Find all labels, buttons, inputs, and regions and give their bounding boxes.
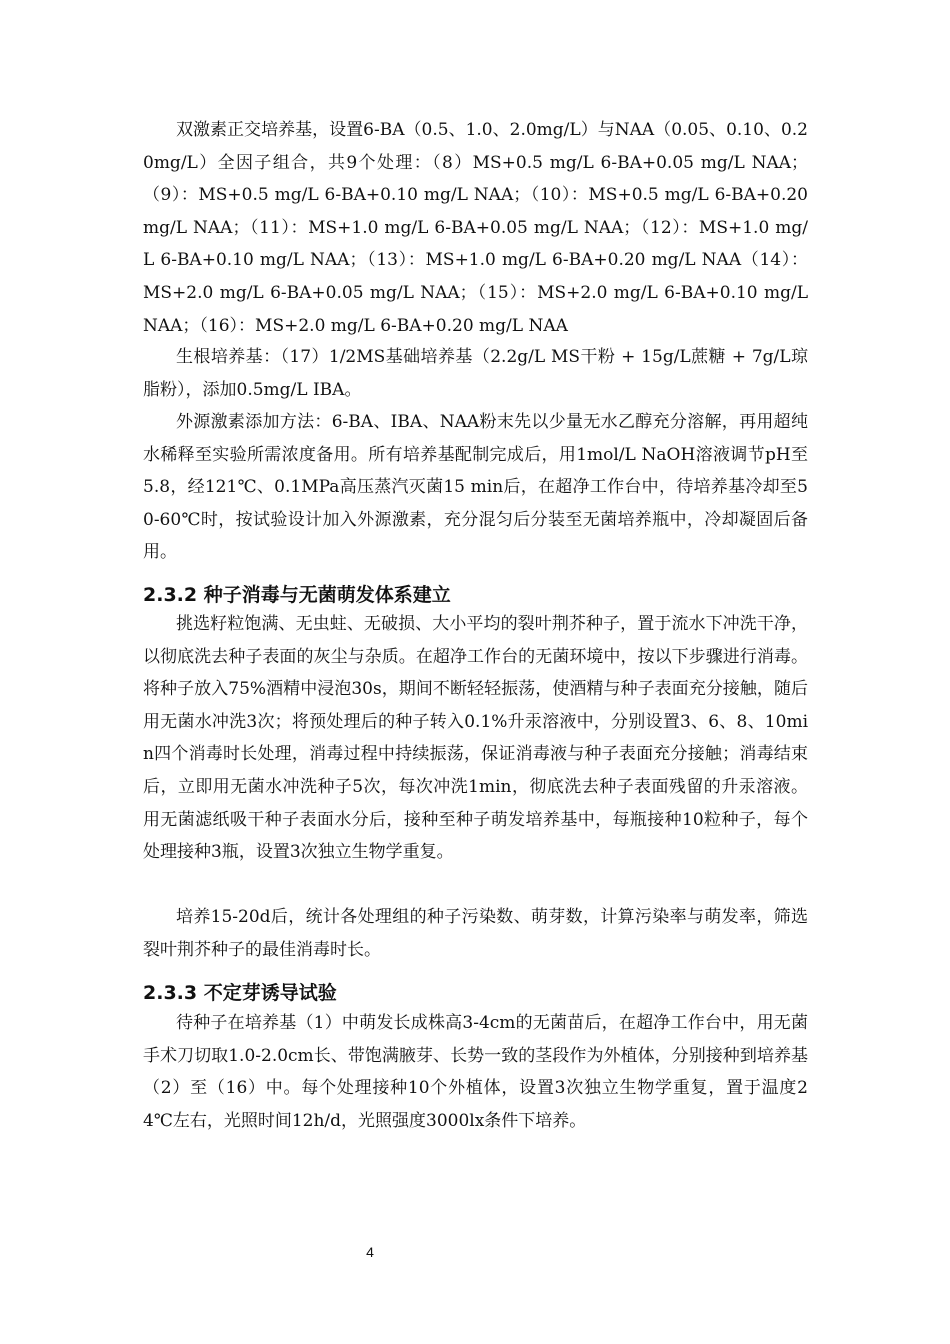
paragraph-rooting-medium: 生根培养基：（17）1/2MS基础培养基（2.2g/L MS干粉 + 15g/L蔗糖 + 7g/L琼脂粉），添加0.5mg/L IBA。: [143, 347, 808, 400]
paragraph-culture-statistics: 培养15-20d后，统计各处理组的种子污染数、萌芽数，计算污染率与萌发率，筛选裂叶荆芥种子的最佳消毒时长。: [143, 907, 808, 960]
page-number: 4: [366, 1244, 374, 1260]
section-heading-2-3-3: 2.3.3 不定芽诱导试验: [143, 982, 337, 1004]
section-heading-2-3-2: 2.3.2 种子消毒与无菌萌发体系建立: [143, 584, 451, 606]
paragraph-dual-hormone-medium: 双激素正交培养基，设置6-BA（0.5、1.0、2.0mg/L）与NAA（0.05、0.10、0.20mg/L）全因子组合，共9个处理：（8）MS+0.5 mg/L 6-BA+0.05 mg/L NAA；（9）：MS+0.5 mg/L 6-BA+0.10 mg/L NAA；（10）：MS+0.5 mg/L 6-BA+0.20 mg/L NAA；（11）：MS+1.0 mg/L 6-BA+0.05 mg/L NAA；（12）：MS+1.0 mg/L 6-BA+0.10 mg/L NAA；（13）：MS+1.0 mg/L 6-BA+0.20 mg/L NAA（14）：MS+2.0 mg/L 6-BA+0.05 mg/L NAA；（15）：MS+2.0 mg/L 6-BA+0.10 mg/L NAA；（16）：MS+2.0 mg/L 6-BA+0.20 mg/L NAA: [143, 120, 808, 336]
paragraph-hormone-method: 外源激素添加方法：6-BA、IBA、NAA粉末先以少量无水乙醇充分溶解，再用超纯水稀释至实验所需浓度备用。所有培养基配制完成后，用1mol/L NaOH溶液调节pH至5.8，经121℃、0.1MPa高压蒸汽灭菌15 min后，在超净工作台中，待培养基冷却至50-60℃时，按试验设计加入外源激素，充分混匀后分装至无菌培养瓶中，冷却凝固后备用。: [143, 412, 808, 563]
paragraph-bud-induction: 待种子在培养基（1）中萌发长成株高3-4cm的无菌苗后，在超净工作台中，用无菌手术刀切取1.0-2.0cm长、带饱满腋芽、长势一致的茎段作为外植体，分别接种到培养基（2）至（16）中。每个处理接种10个外植体，设置3次独立生物学重复，置于温度24℃左右，光照时间12h/d，光照强度3000lx条件下培养。: [143, 1013, 808, 1131]
paragraph-seed-sterilization: 挑选籽粒饱满、无虫蛀、无破损、大小平均的裂叶荆芥种子，置于流水下冲洗干净，以彻底洗去种子表面的灰尘与杂质。在超净工作台的无菌环境中，按以下步骤进行消毒。将种子放入75%酒精中浸泡30s，期间不断轻轻振荡，使酒精与种子表面充分接触，随后用无菌水冲洗3次；将预处理后的种子转入0.1%升汞溶液中，分别设置3、6、8、10min四个消毒时长处理，消毒过程中持续振荡，保证消毒液与种子表面充分接触；消毒结束后，立即用无菌水冲洗种子5次，每次冲洗1min，彻底洗去种子表面残留的升汞溶液。用无菌滤纸吸干种子表面水分后，接种至种子萌发培养基中，每瓶接种10粒种子，每个处理接种3瓶，设置3次独立生物学重复。: [143, 614, 808, 863]
